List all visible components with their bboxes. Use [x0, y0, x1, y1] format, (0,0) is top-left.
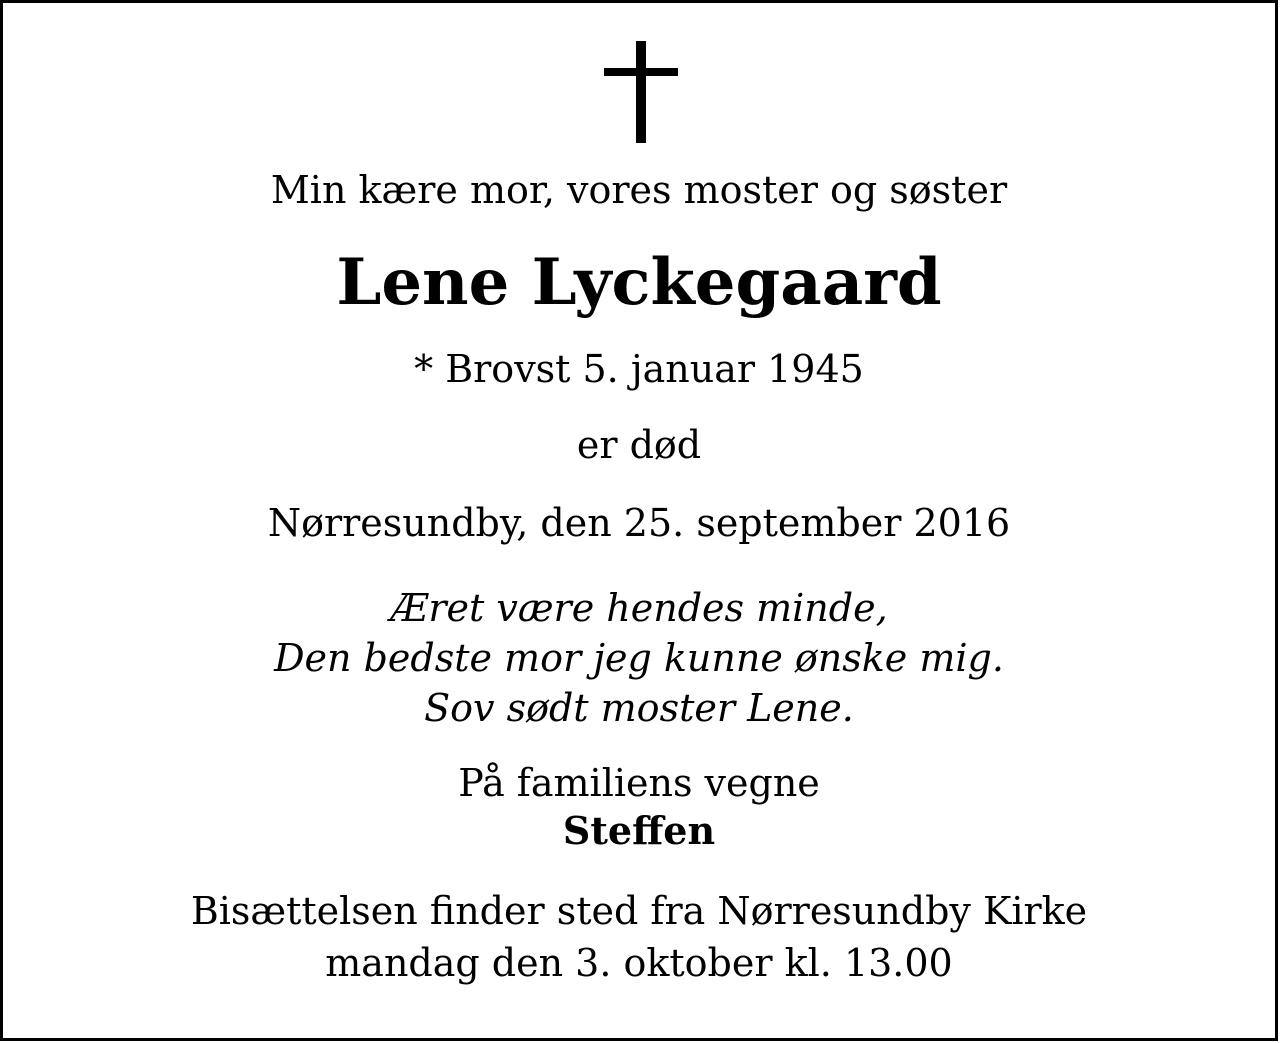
funeral-info: [1, 885, 1277, 989]
on-behalf-text: På familiens vegne: [458, 761, 820, 805]
deceased-name: Lene Lyckegaard: [336, 245, 942, 320]
birth-info: * Brovst 5. januar 1945: [414, 347, 864, 391]
cross-icon: [604, 41, 678, 143]
signer-name: Steffen: [562, 808, 716, 853]
death-text: er død: [576, 423, 702, 467]
intro-text: Min kære mor, vores moster og søster: [270, 168, 1008, 212]
verse-line: Den bedste mor jeg kunne ønske mig.: [274, 636, 1004, 680]
signature-block: [1, 759, 1277, 855]
place-and-date: Nørresundby, den 25. september 2016: [267, 501, 1011, 545]
verse-line: Æret være hendes minde,: [390, 586, 888, 630]
funeral-time: mandag den 3. oktober kl. 13.00: [325, 941, 953, 985]
verse-line: Sov sødt moster Lene.: [424, 686, 854, 730]
memorial-verse: [1, 583, 1277, 733]
funeral-location: Bisættelsen finder sted fra Nørresundby Kirke: [190, 889, 1088, 933]
